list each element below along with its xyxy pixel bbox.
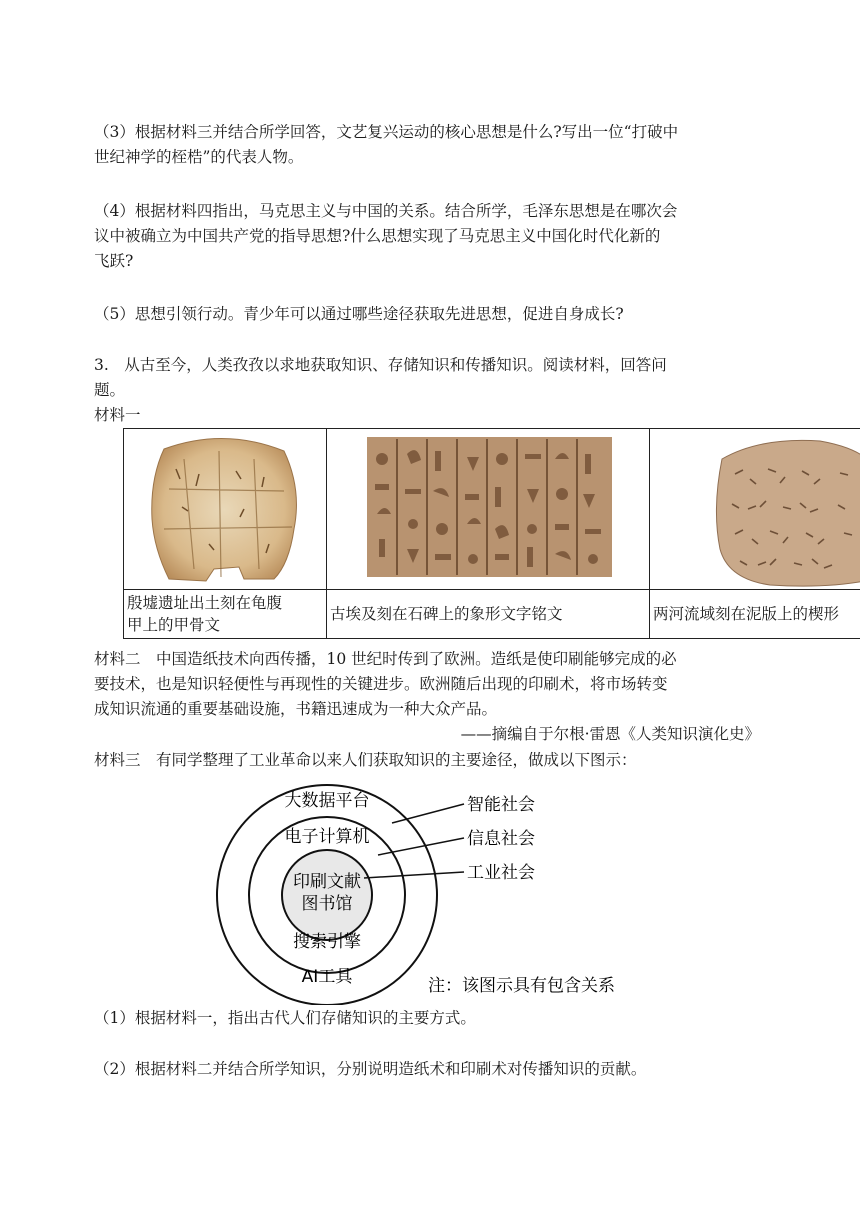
material2-source: ——摘编自于尔根·雷恩《人类知识演化史》 bbox=[460, 725, 760, 743]
material1-label: 材料一 bbox=[94, 406, 141, 424]
hieroglyph-image bbox=[327, 429, 649, 589]
middle-top-label: 电子计算机 bbox=[284, 827, 370, 847]
cap1-line2: 甲上的甲骨文 bbox=[127, 616, 221, 634]
cap2-text: 古埃及刻在石碑上的象形文字铭文 bbox=[330, 605, 563, 623]
inner-label-2: 图书馆 bbox=[301, 894, 353, 914]
material3-line: 材料三 有同学整理了工业革命以来人们获取知识的主要途径，做成以下图示： bbox=[94, 751, 637, 769]
q3-line-1: （3）根据材料三并结合所学回答，文艺复兴运动的核心思想是什么?写出一位“打破中 bbox=[94, 123, 679, 141]
mesopotamia-cell bbox=[650, 429, 860, 590]
q5-line: （5）思想引领行动。青少年可以通过哪些途径获取先进思想，促进自身成长? bbox=[94, 305, 624, 323]
q4-line-1: （4）根据材料四指出，马克思主义与中国的关系。结合所学，毛泽东思想是在哪次会 bbox=[94, 202, 678, 220]
info-society-label: 信息社会 bbox=[467, 829, 535, 849]
material2-line-3: 成知识流通的重要基础设施，书籍迅速成为一种大众产品。 bbox=[94, 700, 498, 718]
outer-top-label: 大数据平台 bbox=[284, 791, 370, 811]
clay-tablet-image bbox=[650, 429, 860, 589]
outer-bottom-label: AI工具 bbox=[301, 967, 353, 987]
question3-line-2: 题。 bbox=[94, 381, 126, 399]
cap1-line1: 殷墟遗址出土刻在龟腹 bbox=[127, 594, 283, 612]
material2-line-1: 材料二 中国造纸技术向西传播，10 世纪时传到了欧洲。造纸是使印刷能够完成的必 bbox=[94, 650, 677, 668]
mesopotamia-caption bbox=[650, 590, 860, 639]
question3-line-1: 3. 从古至今，人类孜孜以求地获取知识、存储知识和传播知识。阅读材料，回答问 bbox=[94, 356, 667, 374]
sub-question-1: （1）根据材料一，指出古代人们存储知识的主要方式。 bbox=[94, 1009, 476, 1027]
sub-question-2: （2）根据材料二并结合所学知识，分别说明造纸术和印刷术对传播知识的贡献。 bbox=[94, 1060, 647, 1078]
diagram-note: 注：该图示具有包含关系 bbox=[428, 976, 615, 996]
q4-line-2: 议中被确立为中国共产党的指导思想?什么思想实现了马克思主义中国化时代化新的 bbox=[94, 227, 661, 245]
material2-line-2: 要技术，也是知识轻便性与再现性的关键进步。欧洲随后出现的印刷术，将市场转变 bbox=[94, 675, 668, 693]
q4-line-3: 飞跃? bbox=[94, 252, 134, 270]
egyptian-cell bbox=[327, 429, 650, 590]
egyptian-caption bbox=[327, 590, 650, 639]
middle-bottom-label: 搜索引擎 bbox=[293, 932, 361, 952]
inner-label-1: 印刷文献 bbox=[293, 872, 361, 892]
cap3-text: 两河流域刻在泥版上的楔形 bbox=[653, 605, 840, 623]
knowledge-acquisition-diagram bbox=[210, 775, 660, 1005]
oracle-bone-image bbox=[124, 429, 326, 589]
oracle-bone-cell bbox=[124, 429, 327, 590]
smart-society-pointer bbox=[392, 804, 464, 823]
q3-line-2: 世纪神学的桎梏”的代表人物。 bbox=[94, 148, 304, 166]
material1-table bbox=[123, 428, 860, 639]
oracle-bone-caption bbox=[124, 590, 327, 639]
smart-society-label: 智能社会 bbox=[467, 795, 535, 815]
industry-society-label: 工业社会 bbox=[467, 863, 535, 883]
